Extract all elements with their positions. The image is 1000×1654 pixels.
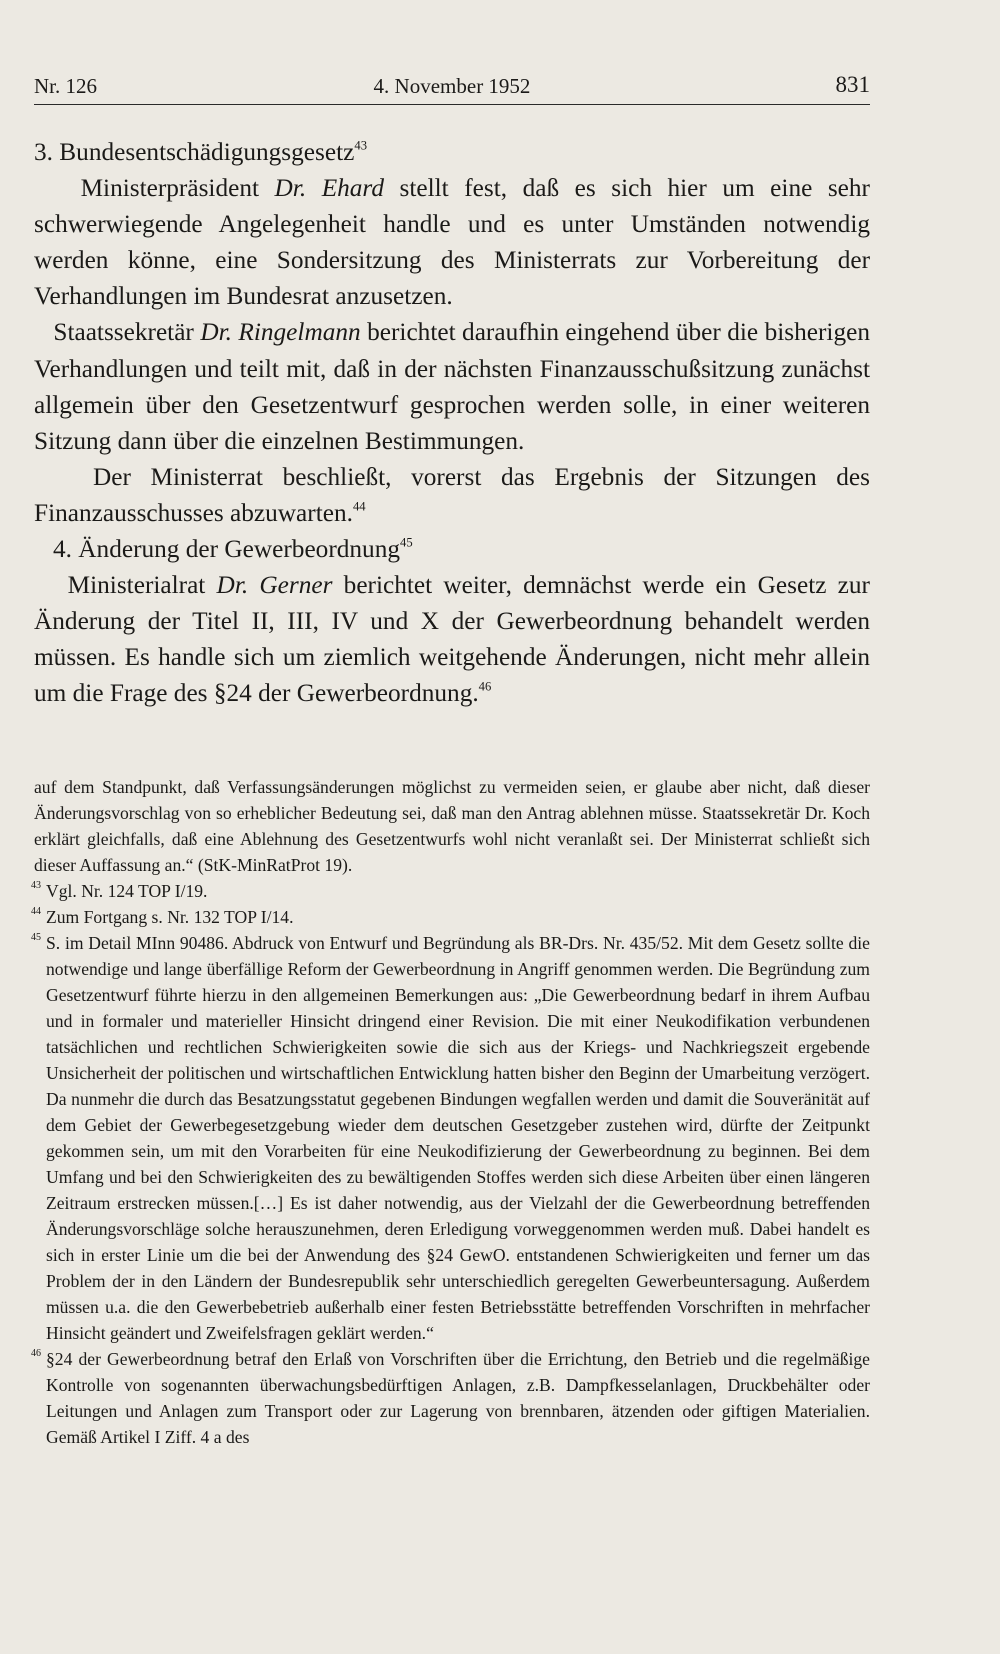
footnote-ref-44: 44 [352,499,366,514]
footnote-44: 44 Zum Fortgang s. Nr. 132 TOP I/14. [31,906,294,927]
person-name: Ehard [321,174,384,203]
footnote-ref-43: 43 [354,138,368,153]
person-name: Ringelmann [238,318,361,347]
running-header [34,68,870,105]
agenda-item-3-title: 3. Bundesentschädigungsgesetz$^{43}$ [34,138,368,166]
footnote-45: 45 S. im Detail MInn 90486. Abdruck von Entwurf und Begründung als BR-Drs. Nr. 435/52. Mit dem Gesetz sollte die notwendige und lange überfällige Reform der Gewerbeordnung in Angriff genommen werden. Die Begründung zum Gesetzentwurf führte hierzu in den allgemeinen Bemerkungen aus: „Die Gewerbeordnung bedarf in ihrem Aufbau und in formaler und materieller Hinsicht dringend einer Revision. Die mit einer Neukodifikation verbundenen tatsächlichen und rechtlichen Schwierigkeiten sowie die sich aus der Kriegs- und Nachkriegszeit ergebende Unsicherheit der politischen und wirtschaftlichen Entwicklung hatten bisher den Beginn der Umarbeitung verzögert. Da nunmehr die durch das Besatzungsstatut gegebenen Bindungen wegfallen werden und damit die Souveränität auf dem Gebiet der Gewerbegesetzgebung wieder dem deutschen Gesetzgeber zustehen wird, dürfte der Zeitpunkt gekommen sein, um mit den Vorarbeiten für eine Neukodifizierung der Gewerbeordnung zu beginnen. Bei dem Umfang und bei den Schwierigkeiten des zu bewältigenden Stoffes werden sich diese Arbeiten über einen längeren Zeitraum erstrecken müssen.[…] Es ist daher notwendig, aus der Vielzahl der die Gewerbeordnung betreffenden Änderungsvorschläge solche herauszunehmen, deren Erledigung vorweggenommen werden muß. Dabei handelt es sich in erster Linie um die bei der Anwendung des §24 GewO. entstandenen Schwierigkeiten und ferner um das Problem der in den Ländern der Bundesrepublik sehr unterschiedlich geregelten Gewerbeuntersagung. Außerdem müssen u.a. die den Gewerbebetrieb außerhalb einer festen Betriebsstätte betreffenden Vorschriften in mehrfacher Hinsicht geändert und Zweifelsfragen geklärt werden.“ [31,932,870,1343]
footnote-continuation: auf dem Standpunkt, daß Verfassungsänderungen möglichst zu vermeiden seien, er glaube aber nicht, daß dieser Änderungsvorschlag von so erheblicher Bedeutung sei, daß man den Antrag ablehnen müsse. Staatssekretär Dr. Koch erklärt gleichfalls, daß eine Ablehnung des Gesetzentwurfs wohl nicht veranlaßt sei. Der Ministerrat schließt sich dieser Auffassung an.“ (StK-MinRatProt 19). [34,777,870,875]
protocol-number: Nr. 126 [34,74,97,98]
header-date: 4. November 1952 [373,74,531,98]
footnote-46: 46 §24 der Gewerbeordnung betraf den Erlaß von Vorschriften über die Errichtung, den Betrieb und die regelmäßige Kontrolle von sogenannten überwachungsbedürftigen Anlagen, z.B. Dampfkesselanlagen, Druckbehälter oder Leitungen und Anlagen zum Transport oder zur Lagerung von brennbaren, ätzenden oder giftigen Materialien. Gemäß Artikel I Ziff. 4 a des [31,1348,870,1447]
paragraph-ehard: Ministerpräsident Dr. Ehard stellt fest, daß es sich hier um eine sehr schwerwiegende Angelegenheit handle und es unter Umständen notwendig werden könne, eine Sondersitzung des Ministerrats zur Vorbereitung der Verhandlungen im Bundesrat anzusetzen. [34,174,870,311]
paragraph-decision: Der Ministerrat beschließt, vorerst das Ergebnis der Sitzungen des Finanzausschusses abzuwarten.$^{44}$ [34,462,870,527]
footnote-ref-45: 45 [400,535,413,550]
agenda-item-4-title: 4. Änderung der Gewerbeordnung$^{45}$ [52,535,413,564]
page-number: 831 [835,72,870,97]
paragraph-ringelmann: Staatssekretär Dr. Ringelmann berichtet daraufhin eingehend über die bisherigen Verhandlungen und teilt mit, daß in der nächsten Finanzausschußsitzung zunächst allgemein über den Gesetzentwurf gesprochen werden solle, in einer weiteren Sitzung dann über die einzelnen Bestimmungen. [34,318,870,455]
person-name: Gerner [259,571,333,600]
main-text [34,134,870,712]
paragraph-gerner: Ministerialrat Dr. Gerner berichtet weiter, demnächst werde ein Gesetz zur Änderung der Titel II, III, IV und X der Gewerbeordnung behandelt werden müssen. Es handle sich um ziemlich weitgehende Änderungen, nicht mehr allein um die Frage des §24 der Gewerbeordnung.$^{46}$ [34,571,870,708]
footnote-ref-46: 46 [478,679,492,694]
footnote-43: 43 Vgl. Nr. 124 TOP I/19. [31,880,208,901]
footnotes [31,774,870,1450]
